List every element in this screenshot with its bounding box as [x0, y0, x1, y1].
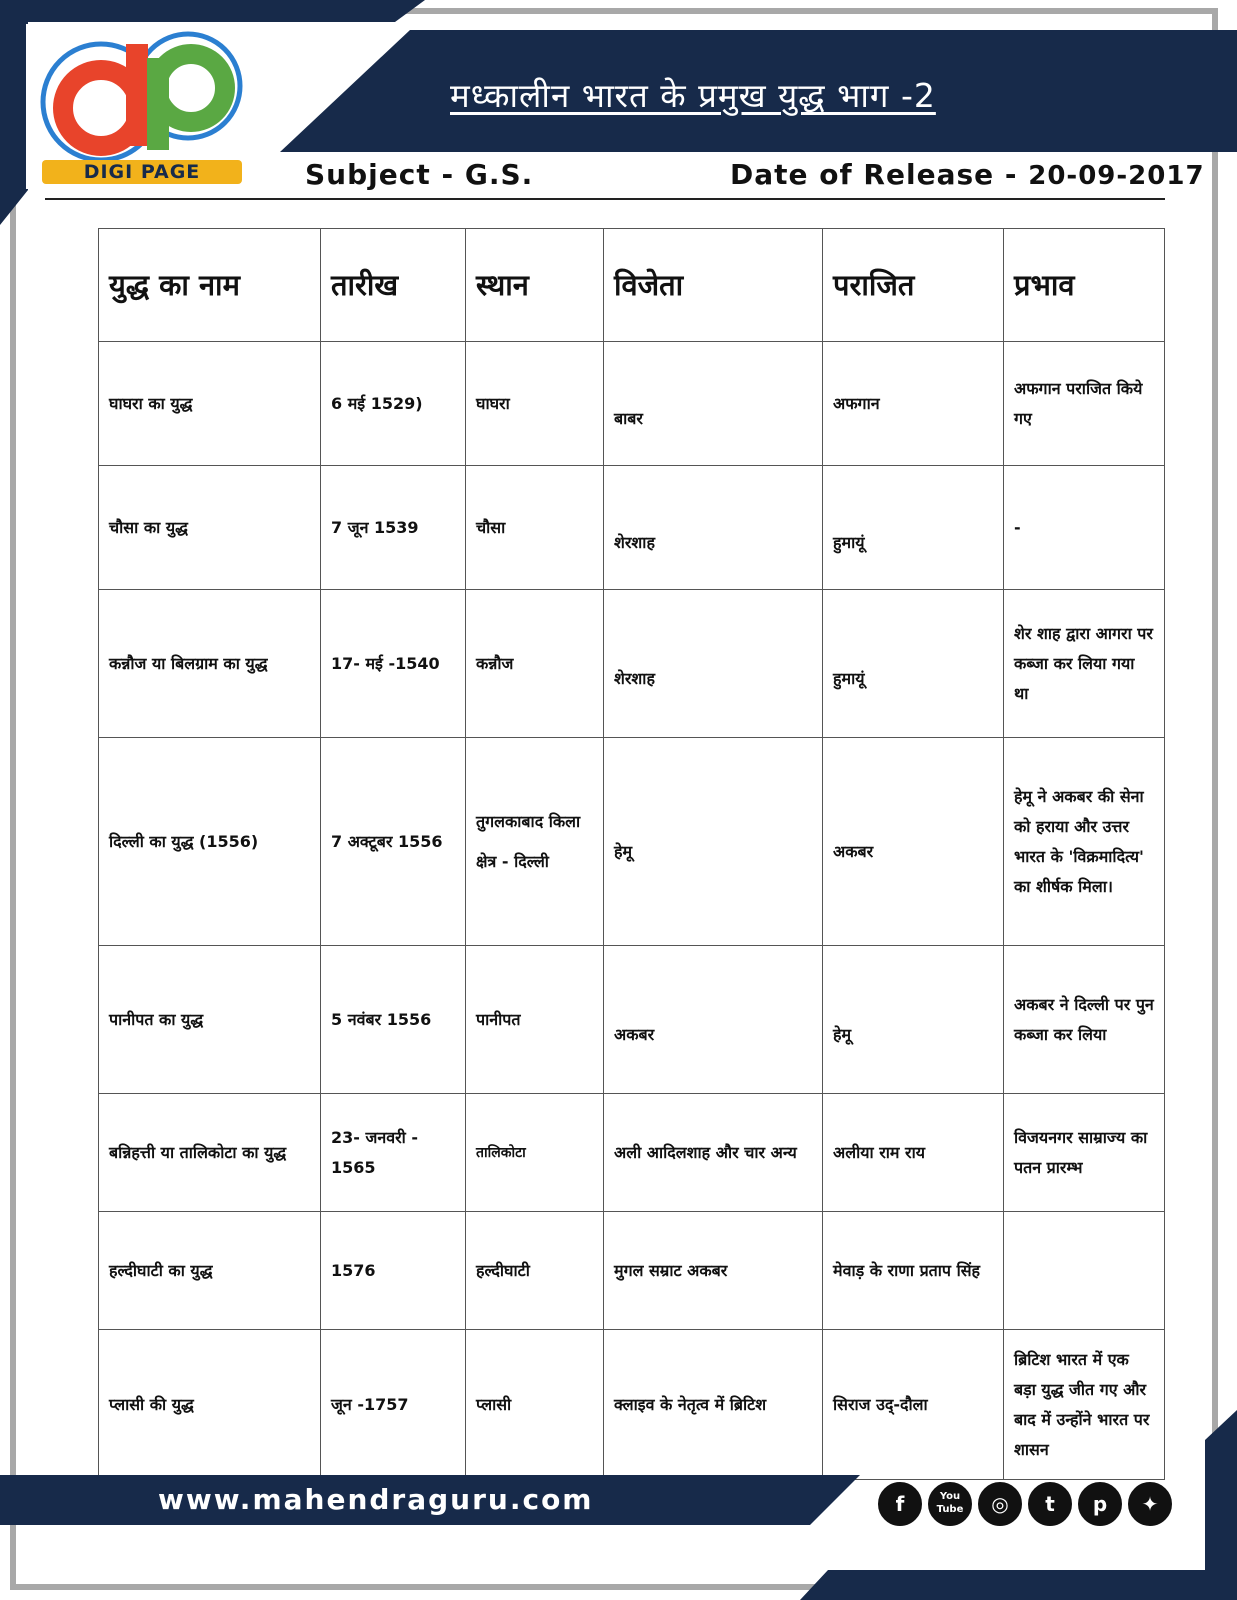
cell-effect: शेर शाह द्वारा आगरा पर कब्जा कर लिया गया था	[1004, 590, 1165, 738]
cell-place	[466, 738, 604, 946]
col-header-loser: पराजित	[823, 229, 1004, 342]
cell-date: 1576	[321, 1212, 466, 1330]
cell-date: 17- मई -1540	[321, 590, 466, 738]
cell-name: घाघरा का युद्ध	[99, 342, 321, 466]
cell-effect: -	[1004, 466, 1165, 590]
cell-name: पानीपत का युद्ध	[99, 946, 321, 1094]
cell-winner: बाबर	[604, 342, 823, 466]
release-date: 20-09-2017	[1028, 161, 1205, 191]
col-header-date: तारीख	[321, 229, 466, 342]
cell-winner: शेरशाह	[604, 590, 823, 738]
table-header-row	[99, 229, 1165, 342]
cell-effect: अफगान पराजित किये गए	[1004, 342, 1165, 466]
cell-date: 5 नवंबर 1556	[321, 946, 466, 1094]
cell-loser: हुमायूं	[823, 466, 1004, 590]
cell-effect: अकबर ने दिल्ली पर पुन कब्जा कर लिया	[1004, 946, 1165, 1094]
cell-winner: हेमू	[604, 738, 823, 946]
cell-place: चौसा	[466, 466, 604, 590]
cell-name: दिल्ली का युद्ध (1556)	[99, 738, 321, 946]
cell-loser: मेवाड़ के राणा प्रताप सिंह	[823, 1212, 1004, 1330]
release-label: Date of Release -	[730, 158, 1018, 191]
cell-loser: अलीया राम राय	[823, 1094, 1004, 1212]
instagram-icon[interactable]: ◎	[976, 1480, 1024, 1528]
cell-loser: हुमायूं	[823, 590, 1004, 738]
col-header-place: स्थान	[466, 229, 604, 342]
table-row	[99, 738, 1165, 946]
cell-place-line1: तुगलकाबाद किला	[476, 811, 581, 831]
logo-caption: DIGI PAGE	[83, 161, 201, 183]
cell-winner: अकबर	[604, 946, 823, 1094]
release-info	[730, 158, 1205, 191]
subject-label: Subject - G.S.	[305, 158, 534, 191]
twitter-icon[interactable]: t	[1026, 1480, 1074, 1528]
android-icon[interactable]: ✦	[1126, 1480, 1174, 1528]
cell-name: कन्नौज या बिलग्राम का युद्ध	[99, 590, 321, 738]
cell-place: घाघरा	[466, 342, 604, 466]
table-row	[99, 1094, 1165, 1212]
cell-name: हल्दीघाटी का युद्ध	[99, 1212, 321, 1330]
youtube-icon[interactable]: You Tube	[926, 1480, 974, 1528]
cell-loser: अकबर	[823, 738, 1004, 946]
cell-winner: शेरशाह	[604, 466, 823, 590]
table-row	[99, 590, 1165, 738]
table-row	[99, 342, 1165, 466]
cell-loser: अफगान	[823, 342, 1004, 466]
table-row	[99, 466, 1165, 590]
cell-date: 23- जनवरी - 1565	[321, 1094, 466, 1212]
website-link[interactable]: www.mahendraguru.com	[158, 1483, 594, 1516]
pinterest-icon[interactable]: p	[1076, 1480, 1124, 1528]
cell-place-line2: क्षेत्र - दिल्ली	[476, 851, 549, 871]
cell-place: प्लासी	[466, 1330, 604, 1480]
page-title: मध्कालीन भारत के प्रमुख युद्ध भाग -2	[450, 76, 936, 115]
cell-loser: सिराज उद्-दौला	[823, 1330, 1004, 1480]
cell-place: पानीपत	[466, 946, 604, 1094]
cell-winner: अली आदिलशाह और चार अन्य	[604, 1094, 823, 1212]
col-header-winner: विजेता	[604, 229, 823, 342]
table-row	[99, 946, 1165, 1094]
header-divider	[45, 198, 1165, 200]
table-row	[99, 1212, 1165, 1330]
cell-date: 7 जून 1539	[321, 466, 466, 590]
cell-effect: विजयनगर साम्राज्य का पतन प्रारम्भ	[1004, 1094, 1165, 1212]
cell-name: प्लासी की युद्ध	[99, 1330, 321, 1480]
battles-table	[98, 228, 1165, 1480]
cell-effect: हेमू ने अकबर की सेना को हराया और उत्तर भारत के 'विक्रमादित्य' का शीर्षक मिला।	[1004, 738, 1165, 946]
facebook-icon[interactable]: f	[876, 1480, 924, 1528]
cell-place: कन्नौज	[466, 590, 604, 738]
logo	[26, 24, 266, 189]
cell-date: 7 अक्टूबर 1556	[321, 738, 466, 946]
cell-place: तालिकोटा	[466, 1094, 604, 1212]
cell-name: चौसा का युद्ध	[99, 466, 321, 590]
cell-effect	[1004, 1212, 1165, 1330]
cell-name: बन्निहत्ती या तालिकोटा का युद्ध	[99, 1094, 321, 1212]
col-header-name: युद्ध का नाम	[99, 229, 321, 342]
cell-winner: क्लाइव के नेतृत्व में ब्रिटिश	[604, 1330, 823, 1480]
cell-date: 6 मई 1529)	[321, 342, 466, 466]
col-header-effect: प्रभाव	[1004, 229, 1165, 342]
cell-effect: ब्रिटिश भारत में एक बड़ा युद्ध जीत गए और बाद में उन्होंने भारत पर शासन	[1004, 1330, 1165, 1480]
cell-date: जून -1757	[321, 1330, 466, 1480]
cell-loser: हेमू	[823, 946, 1004, 1094]
cell-place: हल्दीघाटी	[466, 1212, 604, 1330]
cell-winner: मुगल सम्राट अकबर	[604, 1212, 823, 1330]
